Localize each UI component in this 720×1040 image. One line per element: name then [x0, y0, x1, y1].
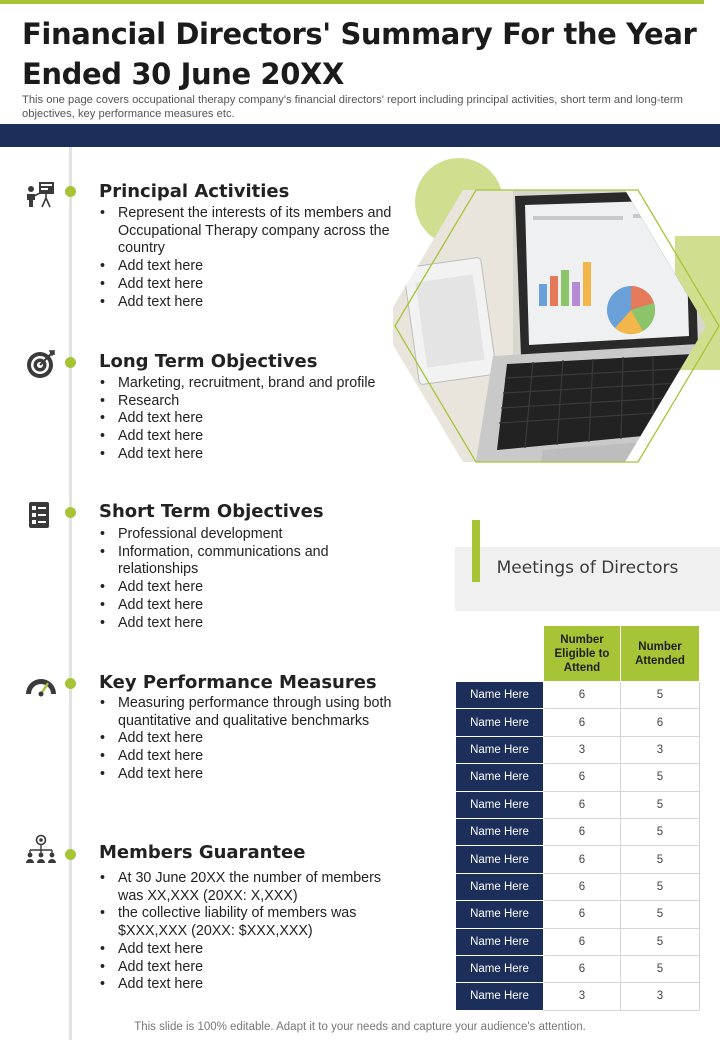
column-header-attended: Number Attended: [621, 626, 700, 682]
page-title: Financial Directors' Summary For the Year Ended 30 June 20XX: [22, 17, 697, 91]
attended-cell: 5: [621, 928, 700, 955]
list-item: • Add text here: [99, 428, 399, 446]
director-name-cell: Name Here: [456, 709, 544, 736]
timeline-dot: [65, 357, 76, 368]
members-guarantee-list: [99, 870, 399, 994]
timeline-dot: [65, 507, 76, 518]
principal-activities-list: [99, 205, 399, 311]
director-name-cell: Name Here: [456, 764, 544, 791]
attended-cell: 3: [621, 983, 700, 1010]
list-item: • At 30 June 20XX the number of members was XX,XXX (20XX: X,XXX): [99, 870, 399, 905]
eligible-cell: 3: [544, 736, 621, 763]
checklist-icon: [24, 500, 58, 530]
eligible-cell: 6: [544, 682, 621, 709]
eligible-cell: 6: [544, 764, 621, 791]
attended-cell: 5: [621, 955, 700, 982]
short-term-objectives-list: [99, 526, 399, 632]
meetings-table: [455, 625, 700, 1011]
meetings-table-body: [456, 682, 700, 1011]
attended-cell: 5: [621, 791, 700, 818]
attended-cell: 5: [621, 764, 700, 791]
eligible-cell: 6: [544, 928, 621, 955]
table-row: [456, 873, 700, 900]
list-item: • Add text here: [99, 766, 399, 784]
eligible-cell: 6: [544, 791, 621, 818]
table-row: [456, 846, 700, 873]
header-band: [0, 124, 720, 147]
footer-note: This slide is 100% editable. Adapt it to your needs and capture your audience's attention.: [134, 1021, 586, 1033]
top-accent-rule: [0, 0, 704, 4]
eligible-cell: 6: [544, 901, 621, 928]
table-row: [456, 983, 700, 1010]
eligible-cell: 6: [544, 709, 621, 736]
attended-cell: 5: [621, 818, 700, 845]
column-header-eligible: Number Eligible to Attend: [544, 626, 621, 682]
list-item: • Add text here: [99, 615, 399, 633]
timeline-dot: [65, 849, 76, 860]
eligible-cell: 6: [544, 873, 621, 900]
attended-cell: 5: [621, 846, 700, 873]
director-name-cell: Name Here: [456, 873, 544, 900]
key-performance-measures-list: [99, 695, 399, 784]
director-name-cell: Name Here: [456, 928, 544, 955]
director-name-cell: Name Here: [456, 682, 544, 709]
meetings-title: Meetings of Directors: [496, 558, 679, 578]
eligible-cell: 3: [544, 983, 621, 1010]
table-row: [456, 709, 700, 736]
list-item: • Add text here: [99, 976, 399, 994]
section-title-principal-activities: Principal Activities: [99, 181, 290, 202]
list-item: • Add text here: [99, 276, 399, 294]
eligible-cell: 6: [544, 955, 621, 982]
timeline-dot: [65, 186, 76, 197]
list-item: • Measuring performance through using both quantitative and qualitative benchmarks: [99, 695, 399, 730]
page-subtitle: This one page covers occupational therapy company's financial directors' report including principal activities, short term and long-term objectives, key performance measures etc.: [22, 94, 683, 120]
list-item: • Research: [99, 393, 399, 411]
attended-cell: 6: [621, 709, 700, 736]
attended-cell: 5: [621, 682, 700, 709]
attended-cell: 5: [621, 873, 700, 900]
team-network-icon: [24, 834, 58, 864]
list-item: • the collective liability of members was $XXX,XXX (20XX: $XXX,XXX): [99, 905, 399, 940]
presentation-icon: [24, 179, 58, 209]
director-name-cell: Name Here: [456, 791, 544, 818]
list-item: • Add text here: [99, 748, 399, 766]
director-name-cell: Name Here: [456, 736, 544, 763]
list-item: • Represent the interests of its members and Occupational Therapy company across the country: [99, 205, 399, 258]
director-name-cell: Name Here: [456, 818, 544, 845]
table-row: [456, 736, 700, 763]
gauge-icon: [24, 670, 58, 700]
director-name-cell: Name Here: [456, 983, 544, 1010]
timeline-dot: [65, 678, 76, 689]
director-name-cell: Name Here: [456, 955, 544, 982]
long-term-objectives-list: [99, 375, 399, 464]
header-blank-cell: [456, 626, 544, 682]
timeline-line: [69, 147, 72, 1040]
list-item: • Professional development: [99, 526, 399, 544]
list-item: • Information, communications and relationships: [99, 544, 399, 579]
director-name-cell: Name Here: [456, 901, 544, 928]
list-item: • Add text here: [99, 959, 399, 977]
eligible-cell: 6: [544, 818, 621, 845]
table-row: [456, 764, 700, 791]
section-title-members-guarantee: Members Guarantee: [99, 842, 306, 863]
list-item: • Add text here: [99, 597, 399, 615]
table-row: [456, 791, 700, 818]
section-title-key-performance-measures: Key Performance Measures: [99, 672, 377, 693]
attended-cell: 3: [621, 736, 700, 763]
list-item: • Add text here: [99, 410, 399, 428]
director-name-cell: Name Here: [456, 846, 544, 873]
table-header-row: [456, 626, 700, 682]
laptop-photo: [393, 150, 720, 470]
target-icon: [24, 349, 58, 379]
list-item: • Add text here: [99, 446, 399, 464]
table-row: [456, 818, 700, 845]
attended-cell: 5: [621, 901, 700, 928]
section-title-long-term-objectives: Long Term Objectives: [99, 351, 318, 372]
table-row: [456, 901, 700, 928]
list-item: • Add text here: [99, 258, 399, 276]
list-item: • Add text here: [99, 579, 399, 597]
table-row: [456, 682, 700, 709]
list-item: • Add text here: [99, 730, 399, 748]
table-row: [456, 928, 700, 955]
table-row: [456, 955, 700, 982]
list-item: • Add text here: [99, 941, 399, 959]
eligible-cell: 6: [544, 846, 621, 873]
list-item: • Marketing, recruitment, brand and profile: [99, 375, 399, 393]
list-item: • Add text here: [99, 294, 399, 312]
section-title-short-term-objectives: Short Term Objectives: [99, 501, 324, 522]
